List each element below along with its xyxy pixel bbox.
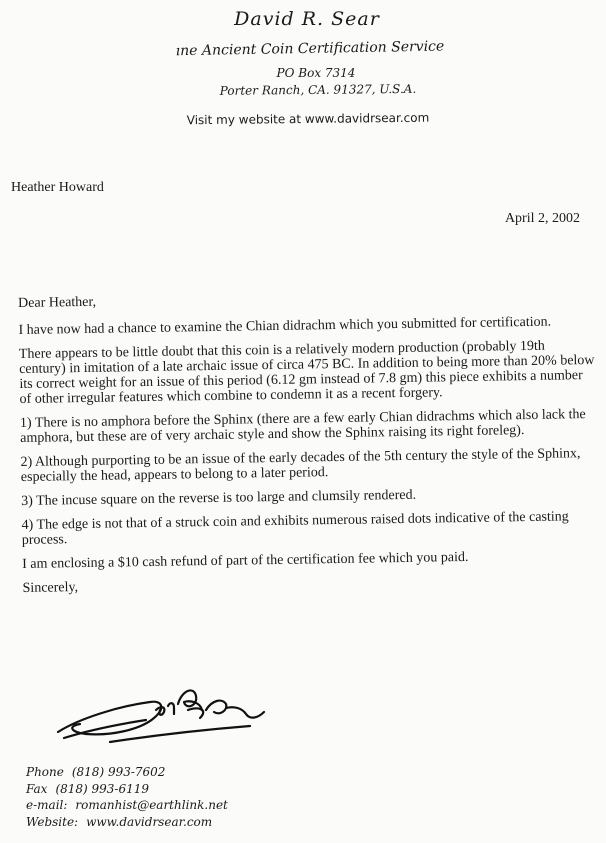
letter-body xyxy=(18,287,599,605)
point-incuse: 3) The incuse square on the reverse is too large and clumsily rendered. xyxy=(21,487,417,509)
point-edge: 4) The edge is not that of a struck coin and exhibits numerous raised dots indicative of the casting process. xyxy=(21,509,569,548)
phone-label: Phone xyxy=(26,765,64,779)
contact-block xyxy=(26,764,228,830)
email-address: romanhist@earthlink.net xyxy=(75,798,228,812)
letterhead-service: ıne Ancient Coin Certification Service xyxy=(175,38,445,60)
contact-email xyxy=(26,797,228,814)
closing: Sincerely, xyxy=(22,580,79,596)
contact-fax xyxy=(26,781,228,798)
letter-date: April 2, 2002 xyxy=(504,211,580,226)
letterhead-po-box: PO Box 7314 xyxy=(276,66,356,80)
recipient-name: Heather Howard xyxy=(11,180,104,195)
email-label: e-mail: xyxy=(26,798,68,812)
point-amphora: 1) There is no amphora before the Sphinx (there are a few early Chian didrachms which also lack the amphora, but these are of very archaic style and show the Sphinx raising its right foreleg). xyxy=(19,407,586,446)
fax-label: Fax xyxy=(26,781,48,796)
paragraph-refund: I am enclosing a $10 cash refund of part of the certification fee which you paid. xyxy=(22,549,469,572)
phone-number: (818) 993-7602 xyxy=(71,765,166,779)
paragraph-assessment: There appears to be little doubt that this coin is a relatively modern production (probably 19th century) in imitation of a late archaic issue of circa 475 BC. In addition to being more than 20% below its correct weight for an issue of this period (6.12 gm instead of 7.8 gm) this piece exhibits a number of other irregular features which combine to condemn it as a recent forgery. xyxy=(18,338,595,407)
paragraph-examination: I have now had a chance to examine the Chian didrachm which you submitted for certification. xyxy=(18,314,552,338)
letterhead-address: Porter Ranch, CA. 91327, U.S.A. xyxy=(219,81,417,98)
contact-phone xyxy=(26,764,228,781)
website-label: Website: xyxy=(26,814,79,829)
letterhead-name: David R. Sear xyxy=(234,8,380,30)
website-url: www.davidrsear.com xyxy=(86,814,213,829)
salutation: Dear Heather, xyxy=(18,294,97,311)
contact-website xyxy=(26,814,228,831)
fax-number: (818) 993-6119 xyxy=(55,781,150,796)
letterhead-website-line: Visit my website at www.davidrsear.com xyxy=(186,110,430,128)
signature-image xyxy=(50,680,280,750)
point-style: 2) Although purporting to be an issue of the early decades of the 5th century the style of the Sphinx, especially the head, appears to belong to a later period. xyxy=(20,446,581,485)
